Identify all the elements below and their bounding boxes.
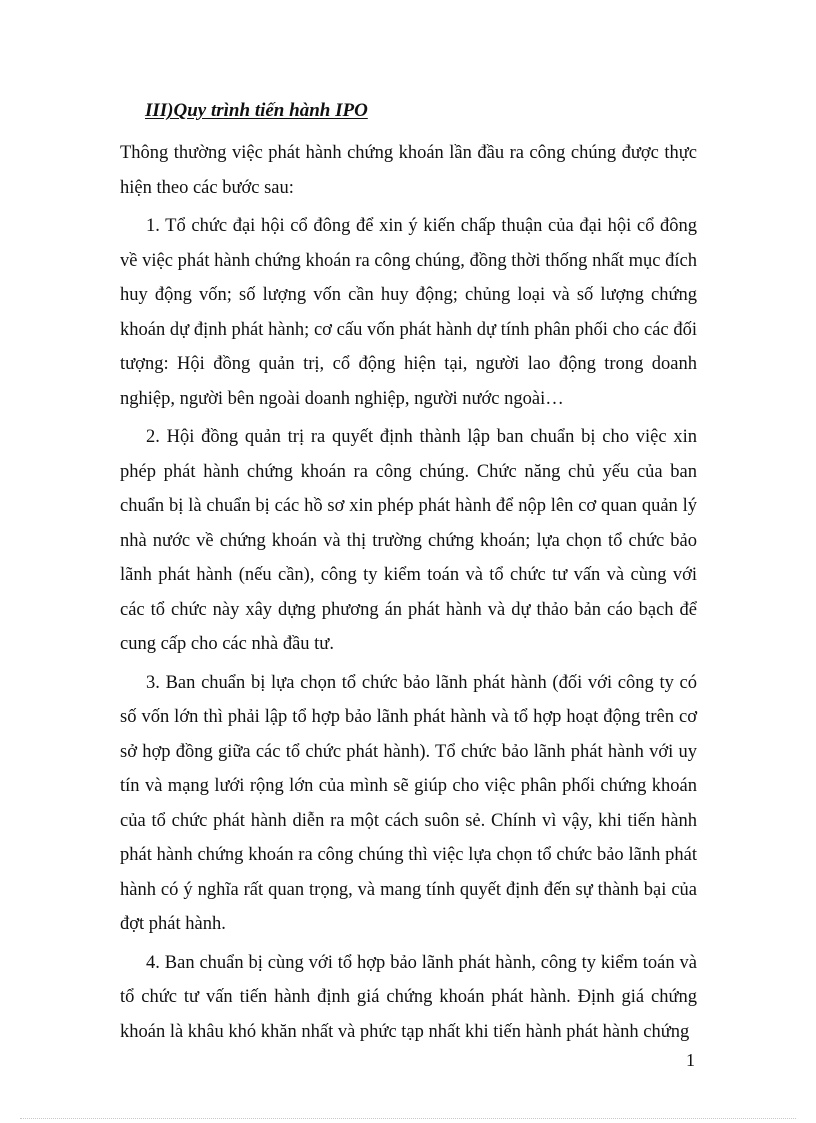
section-heading: III)Quy trình tiến hành IPO [145, 100, 368, 121]
page-number: 1 [686, 1050, 695, 1070]
page-bottom-divider [20, 1118, 796, 1119]
step-paragraph-4: 4. Ban chuẩn bị cùng với tổ hợp bảo lãnh phát hành, công ty kiểm toán và tổ chức tư vấn tiến hành định giá chứng khoán phát hành. Định giá chứng khoán là khâu khó khăn nhất và phức tạp nhất khi tiến hành phát hành chứng [120, 952, 697, 1042]
body-text [120, 136, 697, 1053]
intro-paragraph: Thông thường việc phát hành chứng khoán lần đầu ra công chúng được thực hiện theo các bước sau: [120, 143, 697, 198]
step-paragraph-2: 2. Hội đồng quản trị ra quyết định thành lập ban chuẩn bị cho việc xin phép phát hành chứng khoán ra công chúng. Chức năng chủ yếu của ban chuẩn bị là chuẩn bị các hồ sơ xin phép phát hành để nộp lên cơ quan quản lý nhà nước về chứng khoán và thị trường chứng khoán; lựa chọn tổ chức bảo lãnh phát hành (nếu cần), công ty kiểm toán và tổ chức tư vấn và cùng với các tổ chức này xây dựng phương án phát hành và dự thảo bản cáo bạch để cung cấp cho các nhà đầu tư. [120, 427, 697, 654]
step-paragraph-1: 1. Tổ chức đại hội cổ đông để xin ý kiến chấp thuận của đại hội cổ đông về việc phát hành chứng khoán ra công chúng, đồng thời thống nhất mục đích huy động vốn; số lượng vốn cần huy động; chủng loại và số lượng chứng khoán dự định phát hành; cơ cấu vốn phát hành dự tính phân phối cho các đối tượng: Hội đồng quản trị, cổ động hiện tại, người lao động trong doanh nghiệp, người bên ngoài doanh nghiệp, người nước ngoài… [120, 216, 697, 409]
step-paragraph-3: 3. Ban chuẩn bị lựa chọn tổ chức bảo lãnh phát hành (đối với công ty có số vốn lớn thì phải lập tổ hợp bảo lãnh phát hành và tổ hợp hoạt động trên cơ sở hợp đồng giữa các tổ chức phát hành). Tổ chức bảo lãnh phát hành với uy tín và mạng lưới rộng lớn của mình sẽ giúp cho việc phân phối chứng khoán của tổ chức phát hành diễn ra một cách suôn sẻ. Chính vì vậy, khi tiến hành phát hành chứng khoán ra công chúng thì việc lựa chọn tổ chức bảo lãnh phát hành có ý nghĩa rất quan trọng, và mang tính quyết định đến sự thành bại của đợt phát hành. [120, 672, 697, 934]
